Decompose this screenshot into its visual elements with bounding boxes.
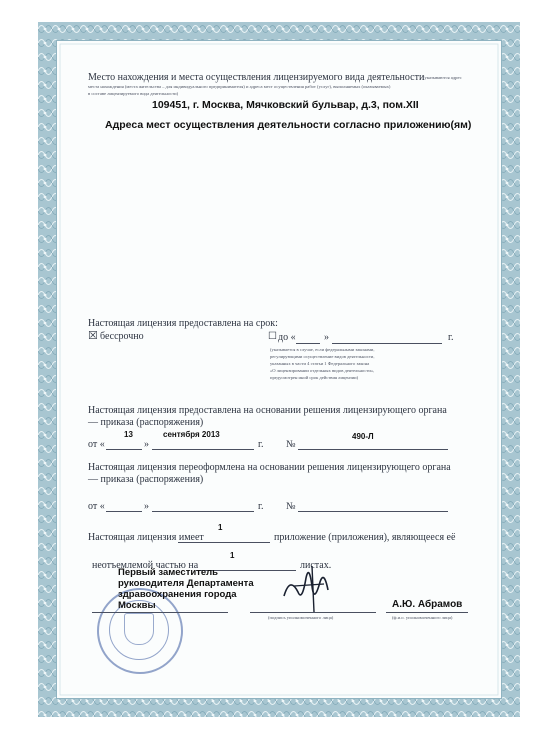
signer-position-4: Москвы	[118, 600, 156, 611]
appendix-count-line	[178, 542, 270, 543]
signature-caption: (подпись уполномоченного лица)	[268, 615, 334, 620]
until-mid: »	[324, 332, 329, 343]
basis-year-suffix: г.	[258, 439, 264, 450]
term-note-2: регулирующими осуществление видов деятельности,	[270, 354, 375, 359]
coat-of-arms-icon	[124, 613, 154, 645]
signer-position: Первый заместитель	[118, 567, 219, 578]
signer-position-2: руководителя Департамента	[118, 578, 254, 589]
term-note-1: (указывается в случае, если федеральными законами,	[270, 347, 375, 352]
term-label: Настоящая лицензия предоставлена на срок:	[88, 318, 278, 329]
addresses-annex-note: Адреса мест осуществления деятельности согласно приложению(ям)	[105, 119, 472, 131]
appendix-integral: неотъемлемой частью на	[92, 560, 199, 571]
basis-label-2: — приказа (распоряжения)	[88, 417, 204, 428]
signer-name: А.Ю. Абрамов	[392, 599, 463, 610]
appendix-sheets-suffix: листах.	[300, 560, 332, 571]
basis-number-label: №	[286, 439, 296, 450]
reissue-from: от «	[88, 501, 105, 512]
until-checkbox: ☐	[268, 331, 277, 342]
signer-name-caption: (ф.и.о. уполномоченного лица)	[392, 615, 453, 620]
until-suffix: г.	[448, 332, 454, 343]
basis-from: от «	[88, 439, 105, 450]
basis-close-quote: »	[144, 439, 149, 450]
reissue-month-line	[152, 511, 254, 512]
reissue-number-label: №	[286, 501, 296, 512]
signer-name-line	[386, 612, 468, 613]
address-value: 109451, г. Москва, Мячковский бульвар, д.3, пом.XII	[152, 99, 419, 111]
reissue-label: Настоящая лицензия переоформлена на основании решения лицензирующего органа	[88, 462, 451, 473]
reissue-year-suffix: г.	[258, 501, 264, 512]
appendix-sheets: 1	[230, 551, 235, 560]
basis-number-line	[298, 449, 448, 450]
location-heading-note: (указываются адрес	[423, 75, 462, 80]
signer-position-line	[92, 612, 228, 613]
indefinite-checkbox: ☒	[88, 330, 98, 342]
signer-position-3: здравоохранения города	[118, 589, 237, 600]
reissue-close-quote: »	[144, 501, 149, 512]
basis-number: 490-Л	[352, 432, 374, 441]
basis-month-year: сентября 2013	[163, 430, 220, 439]
basis-day-line	[106, 449, 142, 450]
until-prefix: до «	[278, 332, 296, 343]
reissue-label-2: — приказа (распоряжения)	[88, 474, 204, 485]
location-heading-note-2: места нахождения (места жительства – для индивидуального предпринимателя) и адреса мест осуществления работ (услуг), выполняемых (оказываемых)	[88, 84, 391, 89]
basis-label: Настоящая лицензия предоставлена на основании решения лицензирующего органа	[88, 405, 447, 416]
handwritten-signature	[276, 556, 346, 616]
appendix-count: 1	[218, 523, 223, 532]
basis-day: 13	[124, 430, 133, 439]
reissue-number-line	[298, 511, 448, 512]
appendix-has: Настоящая лицензия имеет	[88, 532, 204, 543]
signature-line	[250, 612, 376, 613]
location-heading-note-3: в составе лицензируемого вида деятельности)	[88, 91, 179, 96]
basis-month-line	[152, 449, 254, 450]
term-note-3: указанных в части 4 статьи 1 Федерального закона	[270, 361, 370, 366]
location-heading: Место нахождения и места осуществления лицензируемого вида деятельности	[88, 72, 425, 83]
term-note-4: «О лицензировании отдельных видов деятельности»,	[270, 368, 375, 373]
reissue-day-line	[106, 511, 142, 512]
indefinite-label: бессрочно	[100, 331, 144, 342]
until-month-line	[332, 343, 442, 344]
term-note-5: предусмотрен иной срок действия лицензии)	[270, 375, 359, 380]
appendix-suffix: приложение (приложения), являющееся её	[274, 532, 456, 543]
until-day-line	[296, 343, 320, 344]
